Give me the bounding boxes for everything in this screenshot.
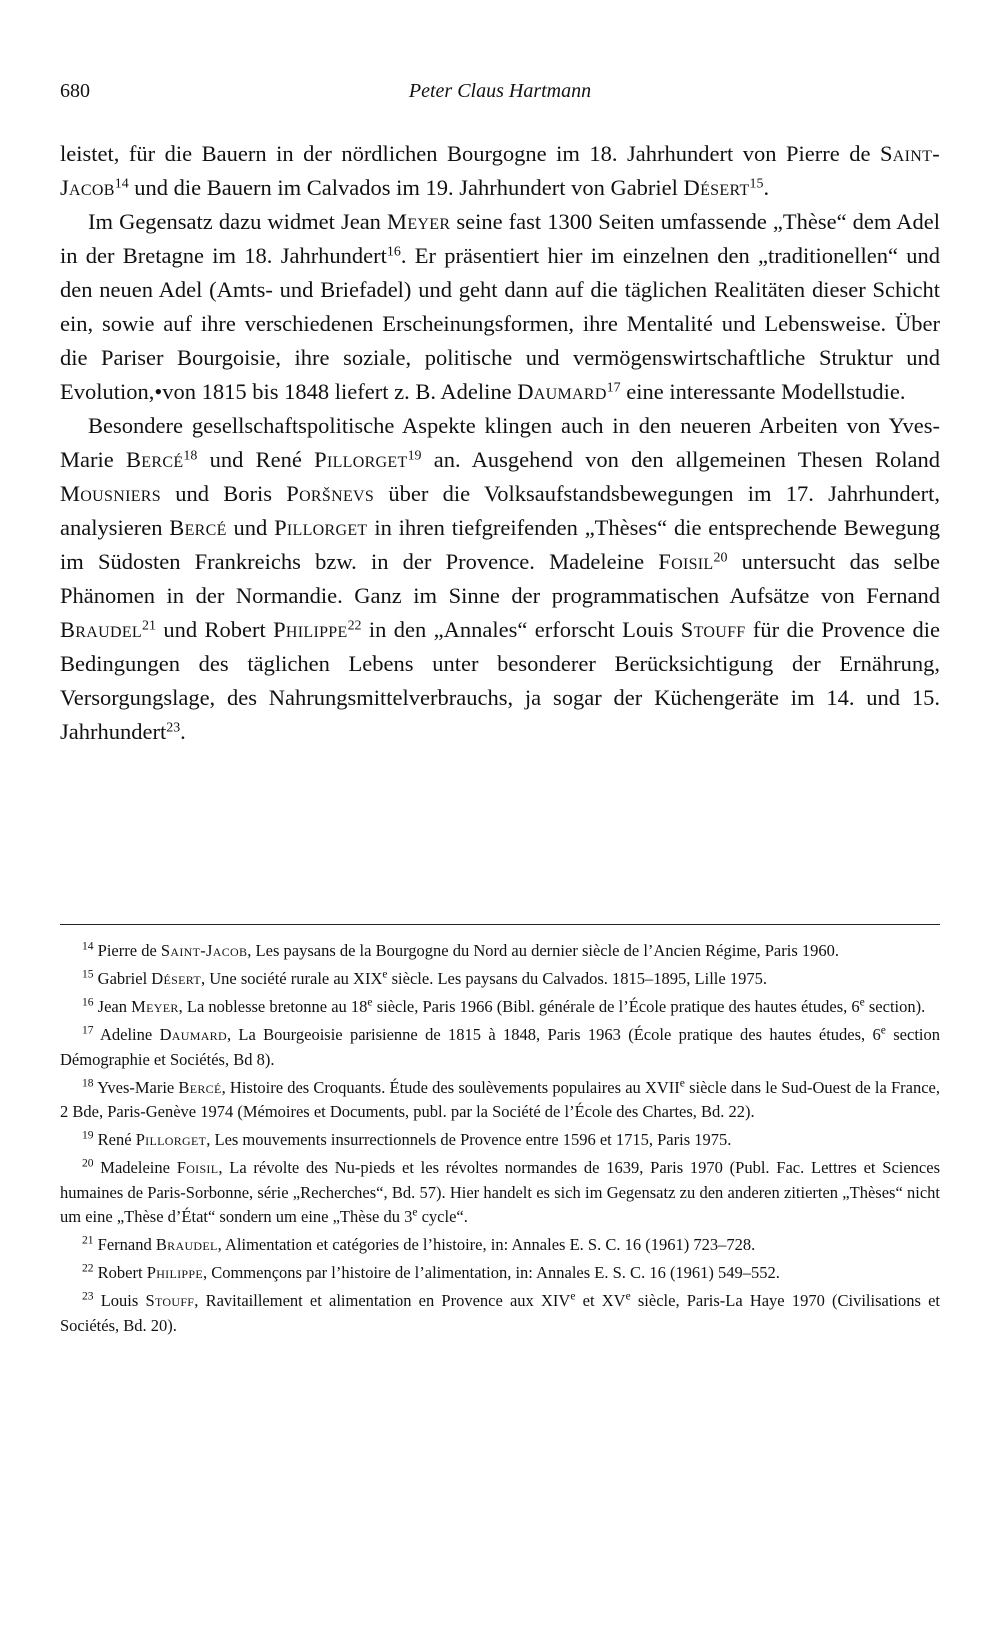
text-run: über die Volksaufstandsbewegungen im 17. Jahrhundert, analysieren (60, 481, 940, 540)
paragraph (60, 137, 940, 205)
page-number: 680 (60, 80, 90, 102)
text-run: . Er präsentiert hier im einzelnen den „traditionellen“ und den neuen Adel (Amts- und Briefadel) und geht dann auf die täglichen Realitäten dieser Schicht ein, sowie auf ihre verschiedenen Erscheinungsformen, ihre Mentalité und Lebensweise. Über die Pariser Bourgoisie, ihre soziale, politische und vermögenswirtschaftliche Struktur und Evolution,•von 1815 bis 1848 liefert z. B. Adeline (60, 243, 940, 404)
author-name: Daumard (159, 1025, 227, 1044)
text-run: Gabriel (93, 969, 152, 988)
reference-mark: e (625, 1290, 631, 1303)
footnote (60, 967, 940, 992)
text-run: , La Bourgeoisie parisienne de 1815 à 1848, Paris 1963 (École pratique des hautes études, 6 (226, 1025, 881, 1044)
author-name: Braudel (60, 617, 142, 642)
author-name: Désert (151, 969, 201, 988)
text-run: seine fast 1300 Seiten umfassende „Thèse“ dem Adel in der Bretagne im 18. Jahrhundert (60, 209, 940, 268)
body-text (60, 137, 940, 749)
footnote (60, 1023, 940, 1072)
text-run: Im Gegensatz dazu widmet Jean (88, 209, 388, 234)
author-name: Pillorget (135, 1130, 207, 1149)
footnote (60, 995, 940, 1020)
text-run: siècle dans le Sud-Ouest de la France, 2 Bde, Paris-Genève 1974 (Mémoires et Documents, publ. par la Société de l’École des Chartes, Bd. 22). (60, 1077, 940, 1121)
reference-mark: 16 (82, 996, 94, 1009)
text-run: für die Provence die Bedingungen des täglichen Lebens unter besonderer Berücksichtigung der Ernährung, Versorgungslage, des Nahrungsmittelverbrauchs, ja sogar der Küchengeräte im 14. und 15. Jahrhundert (60, 617, 940, 744)
reference-mark: 18 (183, 448, 198, 464)
author-name: Bercé (169, 515, 227, 540)
text-run: Yves-Marie (93, 1077, 179, 1097)
author-name: Saint-Jacob (60, 141, 940, 200)
author-name: Foisil (176, 1158, 219, 1177)
author-name: Stouff (145, 1291, 195, 1310)
text-run: , Les paysans de la Bourgogne du Nord au dernier siècle de l’Ancien Régime, Paris 1960. (247, 941, 840, 960)
text-run: section Démographie et Sociétés, Bd 8). (60, 1025, 940, 1069)
reference-mark: 21 (82, 1234, 94, 1247)
footnote (60, 1233, 940, 1258)
reference-mark: 23 (166, 720, 181, 736)
text-run: René (93, 1130, 136, 1149)
text-run: section). (864, 997, 926, 1016)
text-run: Jean (93, 997, 132, 1016)
text-run: . (763, 175, 770, 200)
author-name: Philippe (146, 1263, 203, 1282)
footnote (60, 939, 940, 964)
text-run: Madeleine (93, 1158, 177, 1177)
footnote (60, 1128, 940, 1153)
text-run: cycle“. (417, 1207, 468, 1226)
reference-mark: 22 (82, 1262, 94, 1275)
footnote (60, 1261, 940, 1286)
text-run: und Robert (155, 617, 274, 642)
text-run: in ihren tiefgreifenden „Thèses“ die entsprechende Bewegung im Südosten Frankreichs bzw. in der Provence. Madeleine (60, 515, 941, 574)
author-name: Meyer (131, 997, 179, 1016)
author-name: Philippe (273, 617, 348, 642)
author-name: Bercé (126, 447, 184, 472)
text-run: . (180, 719, 186, 744)
text-run: und (226, 515, 275, 540)
text-run: , Alimentation et catégories de l’histoire, in: Annales E. S. C. 16 (1961) 723–728. (217, 1235, 756, 1254)
text-run: , Une société rurale au XIX (200, 969, 383, 988)
footnote (60, 1156, 940, 1230)
reference-mark: 19 (407, 448, 422, 464)
author-name: Saint-Jacob (160, 941, 248, 960)
text-run: , La révolte des Nu-pieds et les révoltes normandes de 1639, Paris 1970 (Publ. Fac. Lettres et Sciences humaines de Paris-Sorbonne, série „Recherches“, Bd. 57). Hier handelt es sich im Gegensatz zu den anderen zitierten „Thèses“ nicht um eine „Thèse d’État“ sondern um eine „Thèse du 3 (60, 1158, 940, 1226)
text-run: et XV (575, 1291, 626, 1310)
text-run: an. Ausgehend von den allgemeinen Thesen Roland (421, 447, 940, 472)
text-run: und René (197, 447, 315, 472)
reference-mark: 14 (114, 176, 129, 192)
author-name: Désert (683, 175, 750, 200)
text-run: , Histoire des Croquants. Étude des soulèvements populaires au XVII (221, 1077, 680, 1097)
reference-mark: 20 (82, 1157, 94, 1170)
text-run: , La noblesse bretonne au 18 (178, 997, 368, 1016)
reference-mark: 22 (347, 618, 362, 634)
text-run: Adeline (93, 1025, 160, 1044)
text-run: Besondere gesellschaftspolitische Aspekte klingen auch in den neueren Arbeiten von Yves-Marie (60, 413, 940, 472)
reference-mark: e (570, 1290, 576, 1303)
reference-mark: 14 (82, 940, 94, 953)
text-run: Pierre de (93, 941, 161, 960)
reference-mark: 16 (386, 244, 401, 260)
text-run: , Commençons par l’histoire de l’alimentation, in: Annales E. S. C. 16 (1961) 549–552. (202, 1263, 780, 1282)
reference-mark: 21 (142, 618, 156, 634)
text-run: in den „Annales“ erforscht Louis (361, 617, 681, 642)
text-run: siècle, Paris 1966 (Bibl. générale de l’École pratique des hautes études, 6 (372, 997, 860, 1016)
reference-mark: e (412, 1206, 418, 1219)
reference-mark: 17 (606, 380, 621, 396)
text-run: , Les mouvements insurrectionnels de Provence entre 1596 et 1715, Paris 1975. (206, 1130, 732, 1149)
page-header (60, 80, 940, 104)
text-run: siècle. Les paysans du Calvados. 1815–1895, Lille 1975. (387, 969, 767, 988)
author-name: Foisil (658, 549, 714, 574)
text-run: Fernand (93, 1235, 156, 1254)
author-name: Stouff (680, 617, 746, 642)
reference-mark: 19 (82, 1129, 94, 1142)
reference-mark: e (367, 996, 373, 1009)
footnote-separator (60, 924, 940, 925)
text-run: untersucht das selbe Phänomen in der Normandie. Ganz im Sinne der programmatischen Aufsätze von Fernand (60, 549, 940, 608)
text-run: und Boris (160, 481, 287, 506)
reference-mark: e (679, 1077, 685, 1090)
author-name: Pillorget (274, 515, 368, 540)
reference-mark: 23 (82, 1290, 94, 1303)
footnotes (60, 939, 940, 1342)
author-name: Poršnevs (286, 481, 375, 506)
reference-mark: e (880, 1024, 886, 1037)
author-name: Daumard (517, 379, 607, 404)
text-run: eine interessante Modellstudie. (620, 379, 906, 404)
text-run: Louis (93, 1291, 146, 1310)
reference-mark: 20 (713, 550, 728, 566)
author-name: Mousniers (60, 481, 161, 506)
reference-mark: 15 (82, 968, 94, 981)
reference-mark: e (382, 968, 388, 981)
footnote (60, 1076, 940, 1125)
author-name: Bercé (178, 1077, 222, 1097)
author-name: Braudel (155, 1235, 218, 1254)
footnote (60, 1289, 940, 1338)
text-run: siècle, Paris-La Haye 1970 (Civilisations et Sociétés, Bd. 20). (60, 1291, 941, 1335)
reference-mark: e (859, 996, 865, 1009)
text-run: leistet, für die Bauern in der nördlichen Bourgogne im 18. Jahrhundert von Pierre de (60, 141, 880, 166)
author-name: Pillorget (314, 447, 408, 472)
reference-mark: 18 (82, 1077, 94, 1090)
running-title: Peter Claus Hartmann (408, 80, 592, 102)
paragraph (60, 409, 940, 749)
reference-mark: 17 (82, 1024, 94, 1037)
text-run: , Ravitaillement et alimentation en Provence aux XIV (194, 1291, 571, 1310)
text-run: und die Bauern im Calvados im 19. Jahrhundert von Gabriel (128, 175, 684, 200)
text-run: Robert (93, 1263, 147, 1282)
author-name: Meyer (387, 209, 451, 234)
paragraph (60, 205, 940, 409)
reference-mark: 15 (749, 176, 764, 192)
